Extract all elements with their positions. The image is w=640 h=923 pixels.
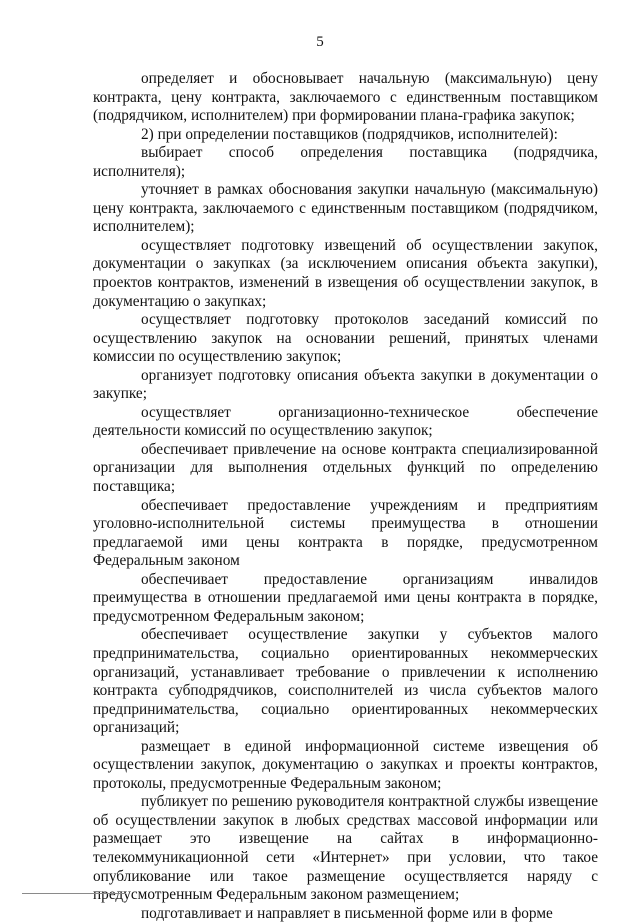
footer-rule — [22, 893, 126, 894]
paragraph: организует подготовку описания объекта закупки в документации о закупке; — [93, 366, 598, 403]
paragraph: 2) при определении поставщиков (подрядчиков, исполнителей): — [141, 125, 558, 143]
paragraph: осуществляет подготовку протоколов заседаний комиссий по осуществлению закупок на основании решений, принятых членами комиссии по осуществлению закупок; — [93, 311, 598, 366]
paragraph: выбирает способ определения поставщика (подрядчика, исполнителя); — [93, 144, 598, 180]
page-number: 5 — [316, 34, 324, 50]
paragraph: обеспечивает предоставление учреждениям и предприятиям уголовно-исполнительной системы преимущества в отношении предлагаемой ими цены контракта в порядке, предусмотренном Федеральным законом — [93, 496, 598, 570]
body-text — [93, 70, 598, 923]
paragraph: обеспечивает привлечение на основе контракта специализированной организации для выполнения отдельных функций по определению поставщика; — [93, 440, 598, 496]
paragraph: размещает в единой информационной системе извещения об осуществлении закупок, документацию о закупках и проекты контрактов, протоколы, предусмотренные Федеральным законом; — [93, 737, 598, 792]
paragraph: уточняет в рамках обоснования закупки начальную (максимальную) цену контракта, заключаемого с единственным поставщиком (подрядчиком, исполнителем); — [93, 181, 598, 236]
paragraph: подготавливает и направляет в письменной форме или в форме — [141, 904, 553, 922]
paragraph: обеспечивает осуществление закупки у субъектов малого предпринимательства, социально ориентированных некоммерческих организаций, устанавливает требование о привлечении к исполнению контракта субподрядчиков, соисполнителей из числа субъектов малого предпринимательства, социально ориентированных некоммерческих организаций; — [93, 626, 598, 737]
paragraph: определяет и обосновывает начальную (максимальную) цену контракта, цену контракта, заключаемого с единственным поставщиком (подрядчиком, исполнителем) при формировании плана-графика закупок; — [93, 70, 598, 125]
paragraph: обеспечивает предоставление организациям инвалидов преимущества в отношении предлагаемой ими цены контракта в порядке, предусмотренном Федеральным законом; — [93, 570, 598, 625]
paragraph: публикует по решению руководителя контрактной службы извещение об осуществлении закупок в любых средствах массовой информации или размещает это извещение на сайтах в информационно-телекоммуникационной сети «Интернет» при условии, что такое опубликование или такое размещение осуществляется наряду с предусмотренным Федеральным законом размещением; — [93, 793, 598, 904]
paragraph: осуществляет организационно-техническое обеспечение деятельности комиссий по осуществлению закупок; — [93, 403, 598, 440]
paragraph: осуществляет подготовку извещений об осуществлении закупок, документации о закупках (за исключением описания объекта закупки), проектов контрактов, изменений в извещения об осуществлении закупок, в документацию о закупках; — [93, 236, 598, 310]
